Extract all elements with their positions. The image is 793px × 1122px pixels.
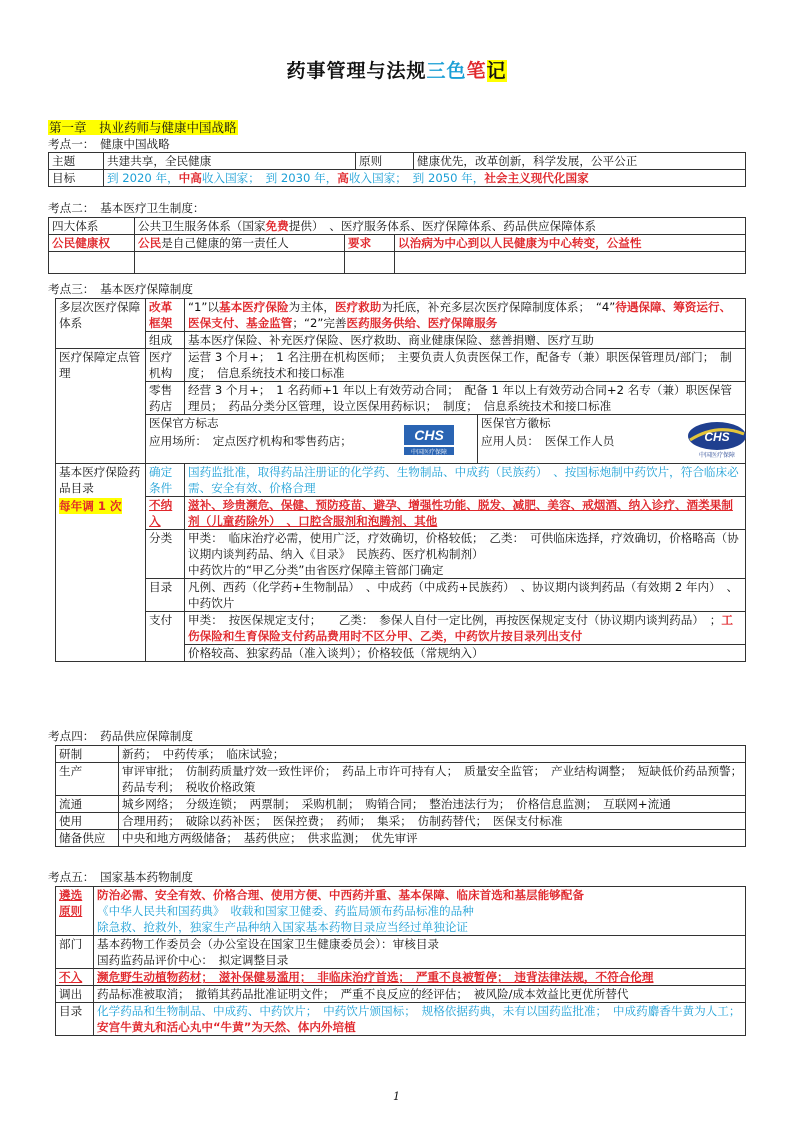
cell-label: 不入 [56, 969, 94, 986]
cell-label: 分类 [146, 530, 185, 579]
empty-cell [135, 252, 345, 274]
official-mark-label: 医保官方标志 [149, 416, 219, 430]
cell-value: 防治必需、安全有效、价格合理、使用方便、中西药并重、基本保障、临床首选和基层能够配备 《中华人民共和国药典》 收载和国家卫健委、药监局颁布药品标准的品种 除急救、抢救外，独家生产品种纳入国家基本药物目录应当经过单独论证 [94, 887, 746, 936]
empty-cell [395, 252, 746, 274]
cell-value: 新药； 中药传承； 临床试验； [119, 746, 746, 763]
section-heading-2: 考点二： 基本医疗卫生制度： [48, 201, 205, 215]
cell-label: 部门 [56, 936, 94, 969]
official-badge-block [478, 415, 745, 463]
cell-value: 城乡网络； 分级连锁； 两票制； 采购机制； 购销合同； 整治违法行为； 价格信息监测； 互联网+流通 [119, 796, 746, 813]
essential-drug-table [55, 886, 746, 1036]
cell-value: 健康优先，改革创新，科学发展，公平公正 [414, 153, 746, 170]
cell-value: 公共卫生服务体系（国家免费提供） 、医疗服务体系、医疗保障体系、药品供应保障体系 [135, 218, 746, 235]
cell-label: 不纳入 [146, 497, 185, 530]
basic-medical-system-table [48, 217, 746, 274]
section-heading-4: 考点四： 药品供应保障制度 [48, 729, 193, 743]
chs-badge-icon [685, 419, 749, 461]
cell-value: 基本药物工作委员会（办公室设在国家卫生健康委员会）：审核目录 国药监药品评价中心： 拟定调整目录 [94, 936, 746, 969]
cell-value: 经营 3 个月+； 1 名药师+1 年以上有效劳动合同； 配备 1 年以上有效劳动合同+2 名专（兼）职医保管理员； 药品分类分区管理，设立医保用药标识； 制度； 信息系统技术和接口标准 [185, 382, 746, 415]
medical-insurance-table [55, 298, 746, 662]
cell-label: 四大体系 [49, 218, 135, 235]
cell-label: 改革框架 [146, 299, 185, 332]
cell-value: 公民是自己健康的第一责任人 [135, 235, 345, 252]
cell-label: 主题 [49, 153, 104, 170]
official-mark-usage: 应用场所： 定点医疗机构和零售药店； [149, 434, 352, 448]
chs-logo-text: CHS [414, 427, 444, 443]
svg-text:中国医疗保障: 中国医疗保障 [698, 452, 736, 459]
chs-logo [401, 423, 457, 457]
section-heading-5: 考点五： 国家基本药物制度 [48, 870, 193, 884]
cell-value: 凡例、西药（化学药+生物制品） 、中成药（中成药+民族药） 、协议期内谈判药品（有效期 2 年内） 、中药饮片 [185, 579, 746, 612]
cell-label: 确定条件 [146, 464, 185, 497]
official-badge-usage: 应用人员： 医保工作人员 [481, 434, 615, 448]
cell-label: 医疗机构 [146, 349, 185, 382]
cell-value: 国药监批准，取得药品注册证的化学药、生物制品、中成药（民族药） 、按国标炮制中药饮片，符合临床必需、安全有效、价格合理 [185, 464, 746, 497]
official-mark-block [146, 415, 478, 463]
cell-label: 支付 [146, 612, 185, 662]
cell-label [56, 464, 146, 662]
cell-value: 中央和地方两级储备； 基药供应； 供求监测； 优先审评 [119, 830, 746, 847]
cell-value: 共建共享，全民健康 [104, 153, 356, 170]
cell-label: 目录 [56, 1003, 94, 1036]
page-number: 1 [393, 1090, 400, 1103]
cell-value: 价格较高、独家药品（准入谈判）；价格较低（常规纳入） [185, 645, 746, 662]
cell-label: 目录 [146, 579, 185, 612]
cell-value: 濒危野生动植物药材； 滋补保健易滥用； 非临床治疗首选； 严重不良被暂停； 违背法律法规，不符合伦理 [94, 969, 746, 986]
cell-value: 以治病为中心到以人民健康为中心转变，公益性 [395, 235, 746, 252]
drug-supply-table [55, 745, 749, 847]
cell-label: 目标 [49, 170, 104, 187]
cell-value: 审评审批； 仿制药质量疗效一致性评价； 药品上市许可持有人； 质量安全监管； 产业结构调整； 短缺低价药品预警； 药品专利； 税收价格政策 [119, 763, 746, 796]
empty-cell [49, 252, 135, 274]
cell-label: 医疗保障定点管理 [56, 349, 146, 464]
cell-value: 滋补、珍贵濒危、保健、预防疫苗、避孕、增强性功能、脱发、减肥、美容、戒烟酒、纳入诊疗、酒类果制剂（儿童药除外） 、口腔含服剂和泡腾剂、其他 [185, 497, 746, 530]
cell-label: 组成 [146, 332, 185, 349]
cell-label: 使用 [56, 813, 119, 830]
cell-value: 甲类： 按医保规定支付； 乙类： 参保人自付一定比例，再按医保规定支付（协议期内谈判药品） ；工伤保险和生育保险支付药品费用时不区分甲、乙类，中药饮片按目录列出支付 [185, 612, 746, 645]
yearly-adjust-note: 每年调 1 次 [59, 499, 122, 513]
chapter-heading: 第一章 执业药师与健康中国战略 [49, 120, 237, 135]
cell-label: 储备供应 [56, 830, 119, 847]
cell-label: 公民健康权 [49, 235, 135, 252]
cell-value: 运营 3 个月+； 1 名注册在机构医师； 主要负责人负责医保工作，配备专（兼）职医保管理员/部门； 制度； 信息系统技术和接口标准 [185, 349, 746, 382]
drug-list-label: 基本医疗保险药品目录 [59, 465, 141, 495]
empty-cell [345, 252, 395, 274]
cell-label: 多层次医疗保障体系 [56, 299, 146, 349]
cell-label: 原则 [356, 153, 414, 170]
cell-value: 药品标准被取消； 撤销其药品批准证明文件； 严重不良反应的经评估； 被风险/成本效益比更优所替代 [94, 986, 746, 1003]
cell-label: 生产 [56, 763, 119, 796]
logo-cell [146, 415, 746, 464]
cell-label: 零售药店 [146, 382, 185, 415]
official-badge-label: 医保官方徽标 [481, 416, 551, 430]
cell-label: 遴选原则 [56, 887, 94, 936]
chs-logo-subtext: 中国医疗保障 [410, 449, 448, 456]
cell-value: 合理用药； 破除以药补医； 医保控费； 药师； 集采； 仿制药替代； 医保支付标准 [119, 813, 746, 830]
cell-label: 流通 [56, 796, 119, 813]
cell-value: 甲类： 临床治疗必需，使用广泛，疗效确切，价格较低； 乙类： 可供临床选择，疗效确切，价格略高（协议期内谈判药品、纳入《目录》 民族药、医疗机构制剂） 中药饮片的“甲乙分类”由省医疗保障主管部门确定 [185, 530, 746, 579]
page-title: 药事管理与法规三色笔记 [286, 60, 507, 82]
cell-label: 研制 [56, 746, 119, 763]
goal-cell: 到 2020 年，中高收入国家； 到 2030 年，高收入国家； 到 2050 年，社会主义现代化国家 [104, 170, 746, 187]
section-heading-3: 考点三： 基本医疗保障制度 [48, 282, 193, 296]
section-heading-1: 考点一： 健康中国战略 [48, 137, 170, 151]
svg-text:CHS: CHS [704, 430, 730, 444]
cell-label: 调出 [56, 986, 94, 1003]
health-strategy-table [48, 152, 746, 187]
cell-label: 要求 [345, 235, 395, 252]
cell-value: 基本医疗保险、补充医疗保险、医疗救助、商业健康保险、慈善捐赠、医疗互助 [185, 332, 746, 349]
cell-value: 化学药品和生物制品、中成药、中药饮片； 中药饮片颁国标； 规格依据药典，未有以国药监批准； 中成药麝香牛黄为人工；安宫牛黄丸和活心丸中“牛黄”为天然、体内外培植 [94, 1003, 746, 1036]
reform-framework-cell: “1”以基本医疗保险为主体，医疗救助为托底，补充多层次医疗保障制度体系； “4”待遇保障、筹资运行、医保支付、基金监管；“2”完善医药服务供给、医疗保障服务 [185, 299, 746, 332]
